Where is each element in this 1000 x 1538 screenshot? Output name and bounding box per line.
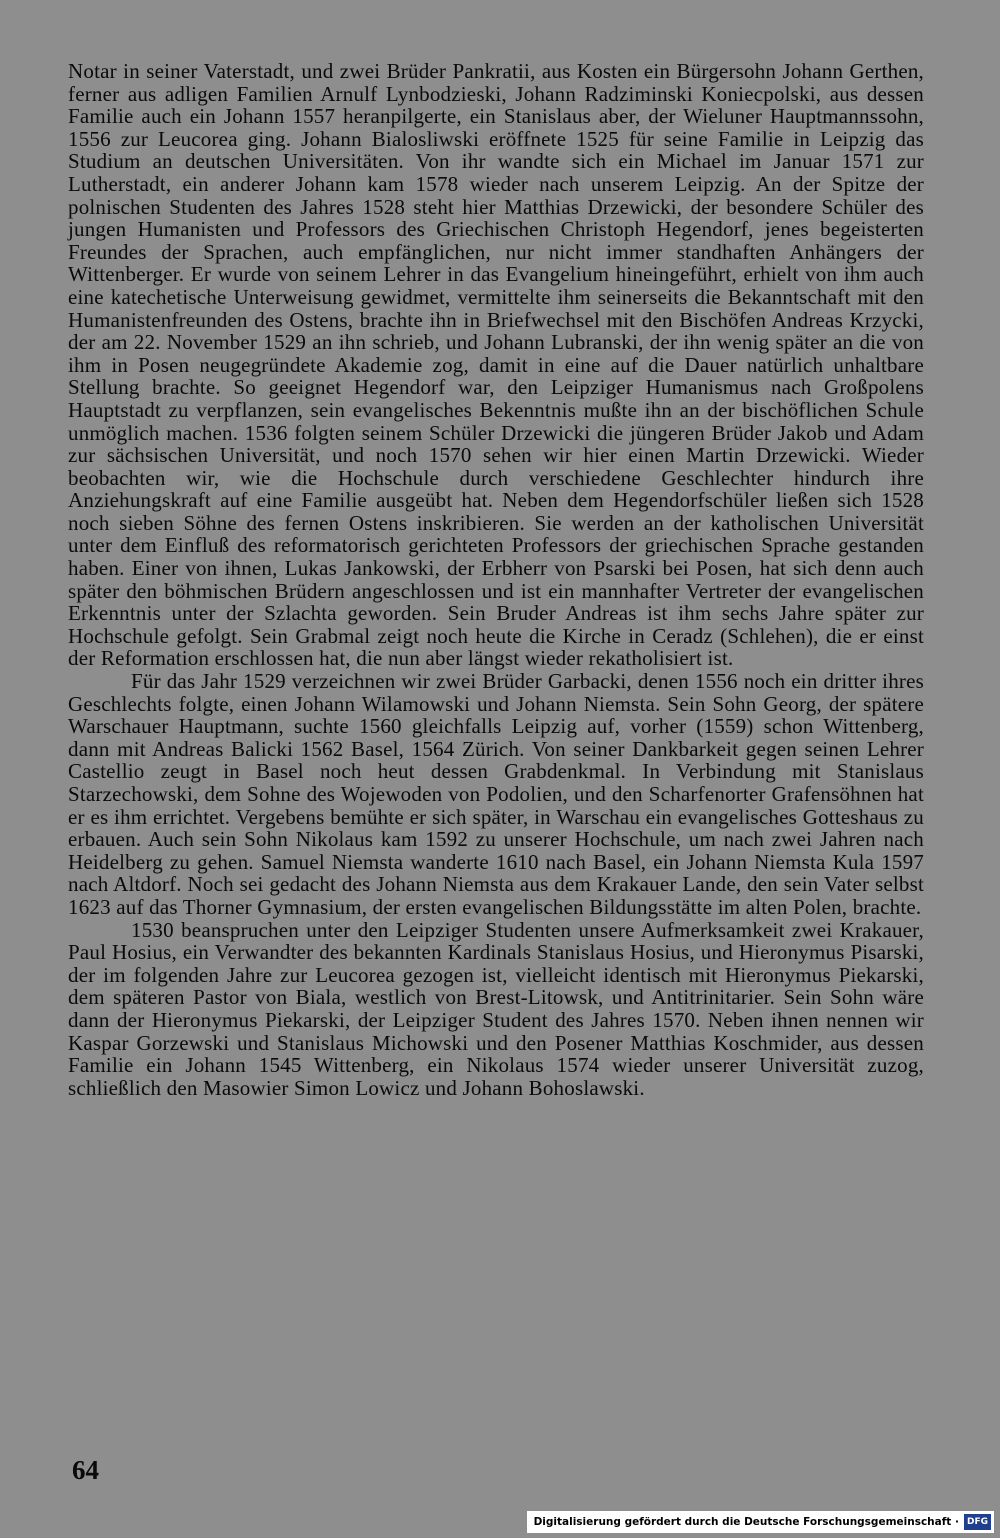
page-number: 64 <box>72 1455 99 1485</box>
digitization-credit-text: Digitalisierung gefördert durch die Deutsche Forschungsgemeinschaft · <box>533 1516 959 1528</box>
paragraph-2: Für das Jahr 1529 verzeichnen wir zwei Brüder Garbacki, denen 1556 noch ein dritter ihres Geschlechts folgte, einen Johann Wilamowski und Johann Niemsta. Sein Sohn Georg, der spätere Warschauer Hauptmann, suchte 1560 gleichfalls Leipzig auf, vorher (1559) schon Wittenberg, dann mit Andreas Balicki 1562 Basel, 1564 Zürich. Von seiner Dankbarkeit gegen seinen Lehrer Castellio zeugt in Basel noch heut dessen Grabdenkmal. In Verbindung mit Stanislaus Starzechowski, dem Sohne des Wojewoden von Podolien, und den Scharfenorter Grafensöhnen hat er es ihm errichtet. Vergebens bemühte er sich später, in Warschau ein evangelisches Gotteshaus zu erbauen. Auch sein Sohn Nikolaus kam 1592 zu unserer Hochschule, um nach zwei Jahren nach Heidelberg zu gehen. Samuel Niemsta wanderte 1610 nach Basel, ein Johann Niemsta Kula 1597 nach Altdorf. Noch sei gedacht des Johann Niemsta aus dem Krakauer Lande, den sein Vater selbst 1623 auf das Thorner Gymnasium, der ersten evangelischen Bildungsstätte im alten Polen, brachte. <box>68 669 924 919</box>
page-body <box>68 60 924 1099</box>
paragraph-1: Notar in seiner Vaterstadt, und zwei Brüder Pankratii, aus Kosten ein Bürgersohn Johann Gerthen, ferner aus adligen Familien Arnulf Lynbodzieski, Johann Radziminski Koniecpolski, aus dessen Familie auch ein Johann 1557 heranpilgerte, ein Stanislaus aber, der Wieluner Hauptmannssohn, 1556 zur Leucorea ging. Johann Bialosliwski eröffnete 1525 für seine Familie in Leipzig das Studium an deutschen Universitäten. Von ihr wandte sich ein Michael im Januar 1571 zur Lutherstadt, ein anderer Johann kam 1578 wieder nach unserem Leipzig. An der Spitze der polnischen Studenten des Jahres 1528 steht hier Matthias Drzewicki, der besondere Schüler des jungen Humanisten und Professors des Griechischen Christoph Hegendorf, jenes begeisterten Freundes der Sprachen, auch empfänglichen, nur nicht immer standhaften Anhängers der Wittenberger. Er wurde von seinem Lehrer in das Evangelium hineingeführt, erhielt von ihm auch eine katechetische Unterweisung gewidmet, vermittelte ihm seinerseits die Bekanntschaft mit den Humanistenfreunden des Ostens, brachte ihn in Briefwechsel mit den Bischöfen Andreas Krzycki, der am 22. November 1529 an ihn schrieb, und Johann Lubranski, der ihn wenig später an die von ihm in Posen neugegründete Akademie zog, damit in eine auf die Dauer natürlich unhaltbare Stellung brachte. So geeignet Hegendorf war, den Leipziger Humanismus nach Großpolens Hauptstadt zu verpflanzen, sein evangelisches Bekenntnis mußte ihn an der bischöflichen Schule unmöglich machen. 1536 folgten seinem Schüler Drzewicki die jüngeren Brüder Jakob und Adam zur sächsischen Universität, und noch 1570 sehen wir hier einen Martin Drzewicki. Wieder beobachten wir, wie die Hochschule durch verschiedene Geschlechter hindurch ihre Anziehungskraft auf eine Familie ausgeübt hat. Neben dem Hegendorfschüler ließen sich 1528 noch sieben Söhne des fernen Ostens inskribieren. Sie werden an der katholischen Universität unter dem Einfluß des reformatorisch gerichteten Professors der griechischen Sprache gestanden haben. Einer von ihnen, Lukas Jankowski, der Erbherr von Psarski bei Posen, hat sich denn auch später den böhmischen Brüdern angeschlossen und ist ein mannhafter Vertreter der evangelischen Erkenntnis unter der Szlachta geworden. Sein Bruder Andreas ist ihm sechs Jahre später zur Hochschule gefolgt. Sein Grabmal zeigt noch heute die Kirche in Ceradz (Schlehen), die er einst der Reformation erschlossen hat, die nun aber längst wieder rekatholisiert ist. <box>68 59 924 671</box>
digitization-credit-bar <box>527 1511 994 1533</box>
paragraph-3: 1530 beanspruchen unter den Leipziger Studenten unsere Aufmerksamkeit zwei Krakauer, Paul Hosius, ein Verwandter des bekannten Kardinals Stanislaus Hosius, und Hieronymus Pisarski, der im folgenden Jahre zur Leucorea gezogen ist, vielleicht identisch mit Hieronymus Piekarski, dem späteren Pastor von Biala, westlich von Brest-Litowsk, und Antitrinitarier. Sein Sohn wäre dann der Hieronymus Piekarski, der Leipziger Student des Jahres 1570. Neben ihnen nennen wir Kaspar Gorzewski und Stanislaus Michowski und den Posener Matthias Koschmider, aus dessen Familie ein Johann 1545 Wittenberg, ein Nikolaus 1574 wieder unserer Universität zuzog, schließlich den Masowier Simon Lowicz und Johann Bohoslawski. <box>68 917 924 1100</box>
dfg-logo: DFG <box>964 1514 991 1530</box>
